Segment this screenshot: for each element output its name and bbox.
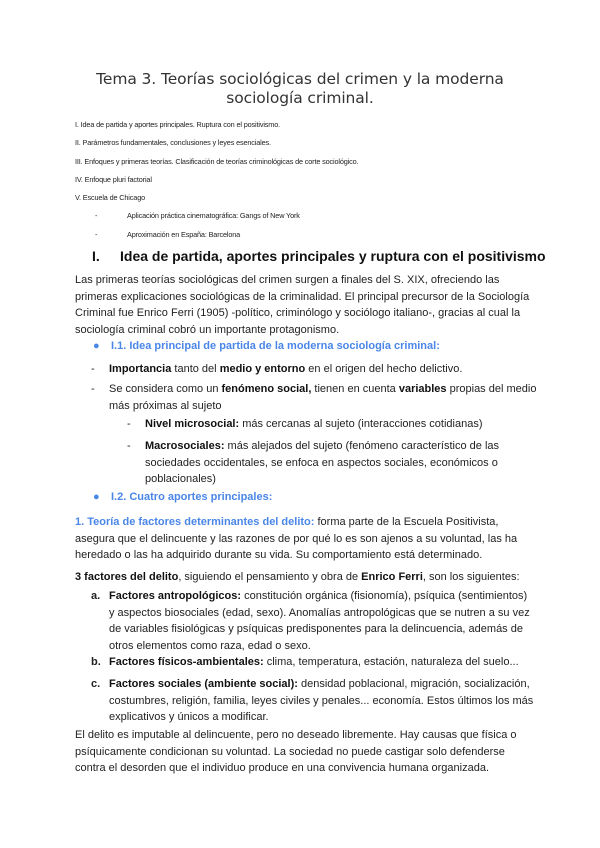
bold-term: Enrico Ferri <box>361 571 423 583</box>
subsection-heading <box>93 340 440 352</box>
text-run: tanto del <box>171 363 220 375</box>
toc-item: II. Parámetros fundamentales, conclusiones y leyes esenciales. <box>75 138 271 148</box>
intro-paragraph: Las primeras teorías sociológicas del crimen surgen a finales del S. XIX, ofreciendo las primeras explicaciones sociológicas de la criminalidad. El principal precursor de la Sociología Criminal fue Enrico Ferri (1905) -político, criminólogo y sociólogo italiano-, gracias al cual la sociología criminal cobró un importante protagonismo. <box>75 274 530 336</box>
toc-dash: - <box>95 229 98 239</box>
dash-marker: - <box>91 383 95 395</box>
text-run: más alejados del sujeto (fenómeno característico de las sociedades occidentales, se enfoca en aspectos sociales, económicos o poblacionales) <box>145 440 500 485</box>
toc-item: I. Idea de partida y aportes principales. Ruptura con el positivismo. <box>75 120 281 129</box>
bold-term: 3 factores del delito <box>75 571 179 583</box>
bullet-icon: ● <box>93 340 100 352</box>
text-run: , son los siguientes: <box>422 571 520 583</box>
toc-item: IV. Enfoque pluri factorial <box>75 174 152 184</box>
bold-term: medio y entorno <box>219 363 306 375</box>
toc-subitem <box>75 229 555 247</box>
factor-text <box>109 654 534 671</box>
dash-marker: - <box>91 363 95 375</box>
bold-term: variables <box>398 383 447 395</box>
bold-term: Factores físicos-ambientales: <box>109 656 264 668</box>
table-of-contents <box>75 119 555 247</box>
text-run: tienen en cuenta <box>311 383 399 395</box>
factor-text <box>109 588 534 654</box>
factor-letter: a. <box>91 590 101 602</box>
text-run: más cercanas al sujeto (interacciones cotidianas) <box>239 418 483 430</box>
bold-term: Factores sociales (ambiente social): <box>109 678 298 690</box>
subsection-heading-text: I.2. Cuatro aportes principales: <box>111 491 273 503</box>
factor-letter: b. <box>91 656 101 668</box>
text-run: Se considera como un <box>109 383 222 395</box>
theory-paragraph <box>75 514 535 564</box>
text-run: clima, temperatura, estación, naturaleza del suelo... <box>263 656 519 668</box>
bold-term: Importancia <box>109 363 172 375</box>
document-title: Tema 3. Teorías sociológicas del crimen y la moderna sociología criminal. <box>96 70 504 107</box>
toc-subitem-text: Aplicación práctica cinematográfica: Gangs of New York <box>127 211 300 221</box>
bold-term: Nivel microsocial: <box>145 418 240 430</box>
dash-marker: - <box>127 418 131 430</box>
section-heading-text: Idea de partida, aportes principales y ruptura con el positivismo <box>120 248 546 264</box>
closing-paragraph: El delito es imputable al delincuente, pero no deseado libremente. Hay causas que física o psíquicamente condicionan su voluntad. La sociedad no puede castigar solo defenderse contra el desorden que el individuo produce en una convivencia humana organizada. <box>75 729 517 774</box>
bullet-icon: ● <box>93 491 100 503</box>
list-item-text <box>145 438 525 488</box>
text-run: , siguiendo el pensamiento y obra de <box>178 571 362 583</box>
text-run: constitución orgánica (fisionomía), psíquica (sentimientos) y aspectos biosociales (edad, sexo). Anomalías antropológicas que se nutren a su vez de variables fisiológicas y psíquicas predisponentes para la delincuencia, además de otros elementos como raza, edad o sexo. <box>109 590 530 652</box>
subsection-heading <box>93 491 272 503</box>
list-item-text <box>145 416 525 433</box>
section-heading <box>92 248 546 264</box>
section-number: I. <box>92 248 100 264</box>
text-run: densidad poblacional, migración, socialización, costumbres, religión, familia, leyes civiles y penales... economía. Estos últimos los más explicativos y únicos a modificar. <box>109 678 534 723</box>
toc-subitem <box>75 210 555 228</box>
text-run: propias del medio más próximas al sujeto <box>109 383 537 412</box>
text-run: en el origen del hecho delictivo. <box>305 363 463 375</box>
toc-item: III. Enfoques y primeras teorías. Clasificación de teorías criminológicas de corte sociológico. <box>75 156 359 166</box>
toc-item: V. Escuela de Chicago <box>75 193 146 203</box>
theory-label: 1. Teoría de factores determinantes del delito: <box>75 516 315 528</box>
bold-term: Factores antropológicos: <box>109 590 242 602</box>
toc-subitem-text: Aproximación en España: Barcelona <box>127 229 241 239</box>
text-run: forma parte de la Escuela Positivista, asegura que el delincuente y las razones de por qué lo es son ajenos a su voluntad, las ha heredado o las ha adquirido durante su vida. Su comportamiento está determinado. <box>75 516 518 561</box>
subsection-heading-text: I.1. Idea principal de partida de la moderna sociología criminal: <box>111 340 440 352</box>
factors-intro <box>75 569 545 586</box>
bold-term: Macrosociales: <box>145 440 225 452</box>
toc-dash: - <box>95 211 98 221</box>
bold-term: fenómeno social, <box>221 383 312 395</box>
list-item-text <box>109 381 539 414</box>
factor-text <box>109 676 534 726</box>
dash-marker: - <box>127 440 131 452</box>
factor-letter: c. <box>91 678 101 690</box>
list-item-text <box>109 361 539 378</box>
